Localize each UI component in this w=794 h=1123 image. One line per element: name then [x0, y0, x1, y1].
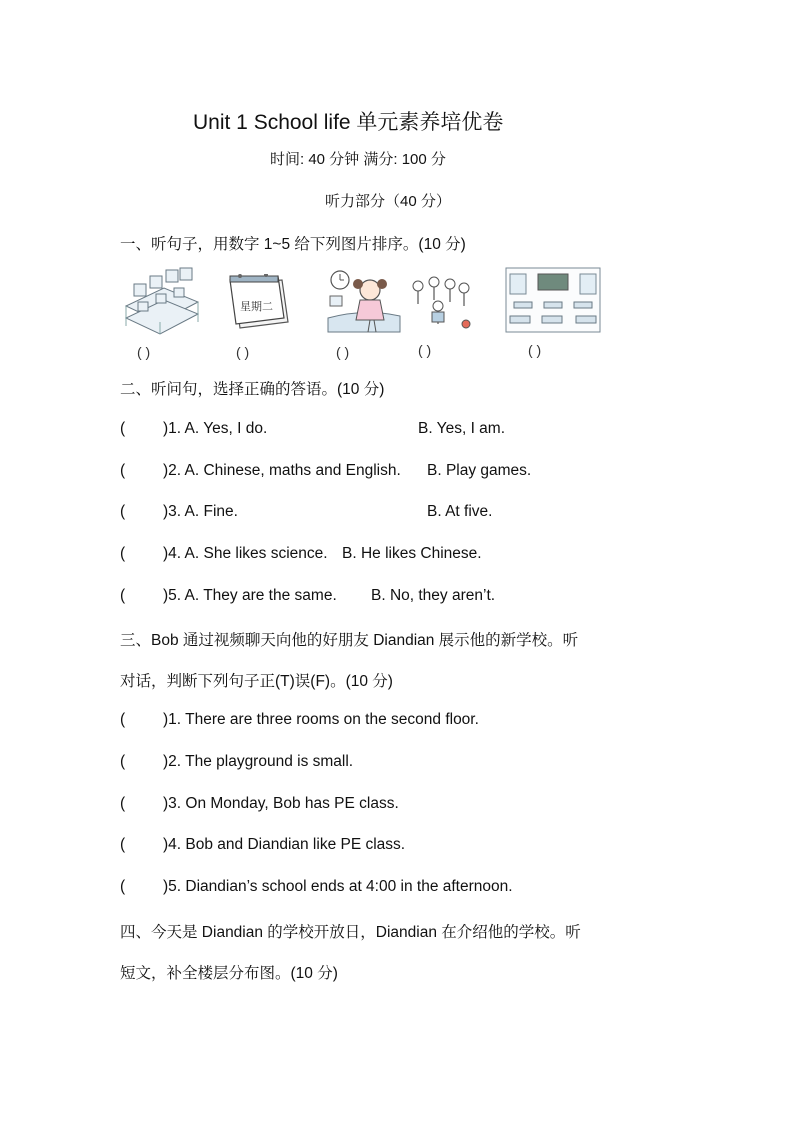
playground-picture [408, 272, 474, 334]
calendar-text: 星期二 [240, 300, 273, 313]
calendar-picture [226, 274, 292, 334]
computer-room-picture [124, 266, 200, 336]
question-paren[interactable]: ( [120, 836, 126, 853]
question-text: )5. A. They are the same. [163, 587, 337, 604]
section4-heading-cont: 短文，补全楼层分布图。(10 分) [120, 965, 338, 982]
answer-blank[interactable]: ( ) [137, 344, 151, 360]
answer-blank[interactable]: ( ) [528, 342, 542, 358]
question-paren[interactable]: ( [120, 545, 126, 562]
answer-blank[interactable]: ( ) [418, 342, 432, 358]
statement-text: )2. The playground is small. [163, 753, 354, 770]
statement-text: )1. There are three rooms on the second floor. [163, 711, 479, 728]
section1-heading: 一、听句子，用数字 1~5 给下列图片排序。(10 分) [120, 236, 466, 253]
question-paren[interactable]: ( [120, 587, 126, 604]
statement-text: )4. Bob and Diandian like PE class. [163, 836, 406, 853]
option-b: B. Yes, I am. [418, 420, 506, 437]
question-text: )1. A. Yes, I do. [163, 420, 268, 437]
listening-part-label: 听力部分（40 分） [325, 193, 451, 210]
option-b: B. At five. [427, 503, 493, 520]
question-paren[interactable]: ( [120, 503, 126, 520]
statement-text: )5. Diandian’s school ends at 4:00 in the afternoon. [163, 878, 513, 895]
section4-heading: 四、今天是 Diandian 的学校开放日，Diandian 在介绍他的学校。听 [120, 924, 581, 941]
answer-blank[interactable]: ( ) [336, 344, 350, 360]
question-paren[interactable]: ( [120, 753, 126, 770]
question-text: )3. A. Fine. [163, 503, 238, 520]
question-paren[interactable]: ( [120, 878, 126, 895]
question-paren[interactable]: ( [120, 462, 126, 479]
section3-heading-cont: 对话，判断下列句子正(T)误(F)。(10 分) [120, 673, 393, 690]
girl-waking-up-picture [324, 268, 404, 336]
section2-heading: 二、听问句，选择正确的答语。(10 分) [120, 381, 385, 398]
section3-heading: 三、Bob 通过视频聊天向他的好朋友 Diandian 展示他的新学校。听 [120, 632, 579, 649]
classroom-picture [504, 266, 602, 336]
statement-text: )3. On Monday, Bob has PE class. [163, 795, 399, 812]
time-score-info: 时间: 40 分钟 满分: 100 分 [270, 151, 446, 168]
option-b: B. Play games. [427, 462, 532, 479]
question-paren[interactable]: ( [120, 711, 126, 728]
question-text: )2. A. Chinese, maths and English. [163, 462, 401, 479]
option-b: B. No, they aren’t. [371, 587, 496, 604]
question-paren[interactable]: ( [120, 420, 126, 437]
page-title: Unit 1 School life 单元素养培优卷 [193, 111, 504, 134]
option-b: B. He likes Chinese. [342, 545, 482, 562]
answer-blank[interactable]: ( ) [236, 344, 250, 360]
question-paren[interactable]: ( [120, 795, 126, 812]
question-text: )4. A. She likes science. [163, 545, 328, 562]
